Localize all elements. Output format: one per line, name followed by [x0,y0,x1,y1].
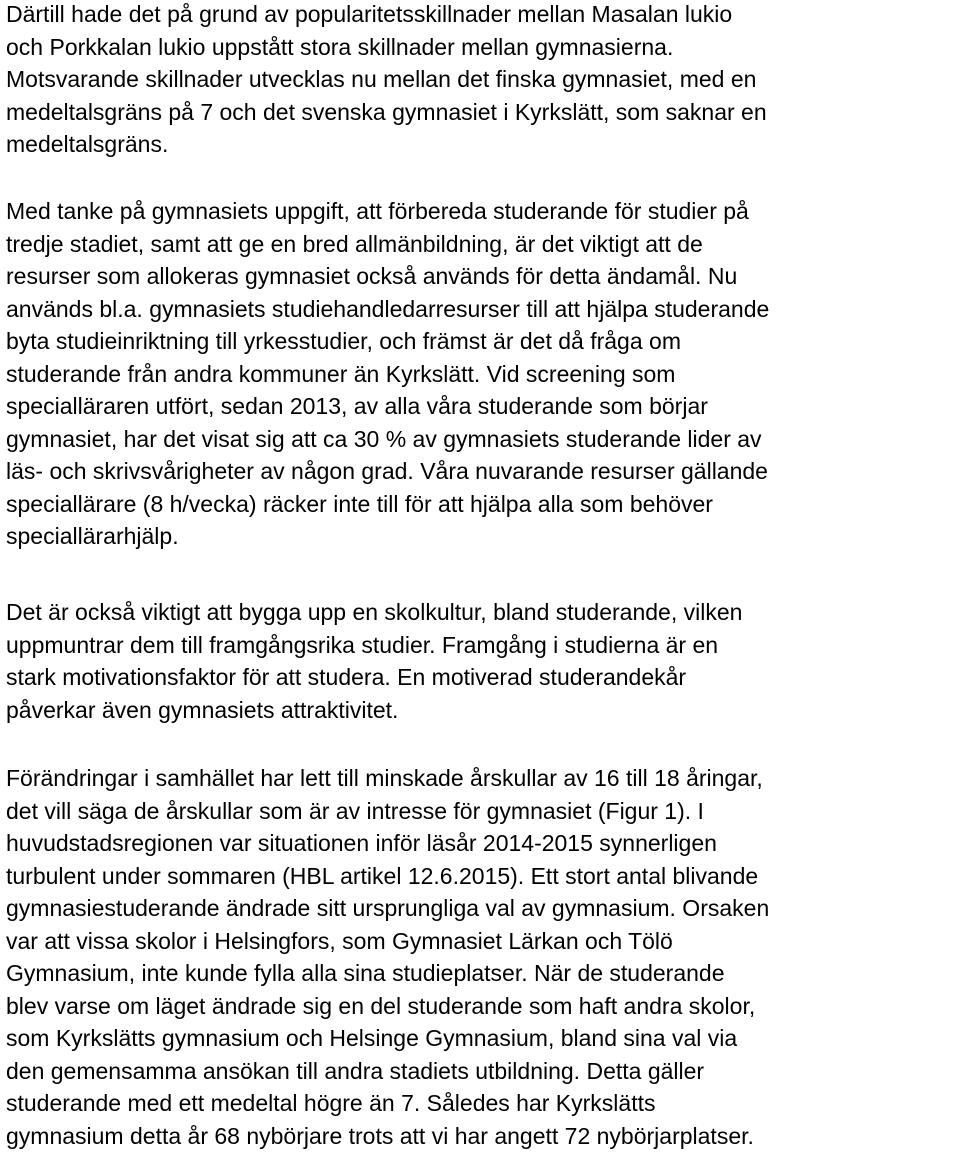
text-line: läs- och skrivsvårigheter av någon grad. Våra nuvarande resurser gällande [6,458,768,484]
text-line: uppmuntrar dem till framgångsrika studier. Framgång i studierna är en [6,631,719,658]
text-line: den gemensamma ansökan till andra stadiets utbildning. Detta gäller [6,1057,705,1084]
text-line: blev varse om läget ändrade sig en del studerande som haft andra skolor, [6,992,756,1019]
text-line: Med tanke på gymnasiets uppgift, att förbereda studerande för studier på [6,198,749,224]
text-line: medeltalsgräns på 7 och det svenska gymnasiet i Kyrkslätt, som saknar en [6,98,767,125]
text-line: var att vissa skolor i Helsingfors, som Gymnasiet Lärkan och Tölö [6,927,673,954]
text-line: byta studieinriktning till yrkesstudier, och främst är det då fråga om [6,328,681,354]
text-line: speciallärare (8 h/vecka) räcker inte till för att hjälpa alla som behöver [6,490,713,517]
text-line: används bl.a. gymnasiets studiehandledarresurser till att hjälpa studerande [6,295,770,322]
text-line: resurser som allokeras gymnasiet också används för detta ändamål. Nu [6,263,738,289]
text-line: Motsvarande skillnader utvecklas nu mellan det finska gymnasiet, med en [6,66,757,92]
text-line: Det är också viktigt att bygga upp en skolkultur, bland studerande, vilken [6,599,743,625]
paragraph-4 [6,762,769,1152]
paragraph-1 [6,0,767,161]
text-line: Därtill hade det på grund av popularitetsskillnader mellan Masalan lukio [6,1,733,27]
text-line: gymnasiestuderande ändrade sitt ursprungliga val av gymnasium. Orsaken [6,895,770,921]
text-line: speciallärarhjälp. [6,523,179,549]
text-line: stark motivationsfaktor för att studera. En motiverad studerandekår [6,664,687,690]
text-line: det vill säga de årskullar som är av intresse för gymnasiet (Figur 1). I [6,797,704,824]
text-line: studerande med ett medeltal högre än 7. Således har Kyrkslätts [6,1090,656,1116]
text-line: gymnasiet, har det visat sig att ca 30 % av gymnasiets studerande lider av [6,425,762,452]
text-line: studerande från andra kommuner än Kyrkslätt. Vid screening som [6,360,676,387]
text-line: Förändringar i samhället har lett till minskade årskullar av 16 till 18 åringar, [6,765,763,791]
text-line: som Kyrkslätts gymnasium och Helsinge Gymnasium, bland sina val via [6,1025,738,1051]
text-line: specialläraren utfört, sedan 2013, av alla våra studerande som börjar [6,393,708,419]
document-page [6,0,960,1161]
text-line: gymnasium detta år 68 nybörjare trots att vi har angett 72 nybörjarplatser. [6,1122,754,1149]
paragraph-3 [6,596,742,726]
text-line: tredje stadiet, samt att ge en bred allmänbildning, är det viktigt att de [6,230,703,257]
text-line: huvudstadsregionen var situationen inför läsår 2014-2015 synnerligen [6,830,717,856]
text-line: medeltalsgräns. [6,131,169,157]
text-line: och Porkkalan lukio uppstått stora skillnader mellan gymnasierna. [6,33,674,60]
text-line: turbulent under sommaren (HBL artikel 12.6.2015). Ett stort antal blivande [6,862,759,889]
text-line: påverkar även gymnasiets attraktivitet. [6,696,399,723]
text-line: Gymnasium, inte kunde fylla alla sina studieplatser. När de studerande [6,960,725,986]
paragraph-2 [6,195,769,553]
